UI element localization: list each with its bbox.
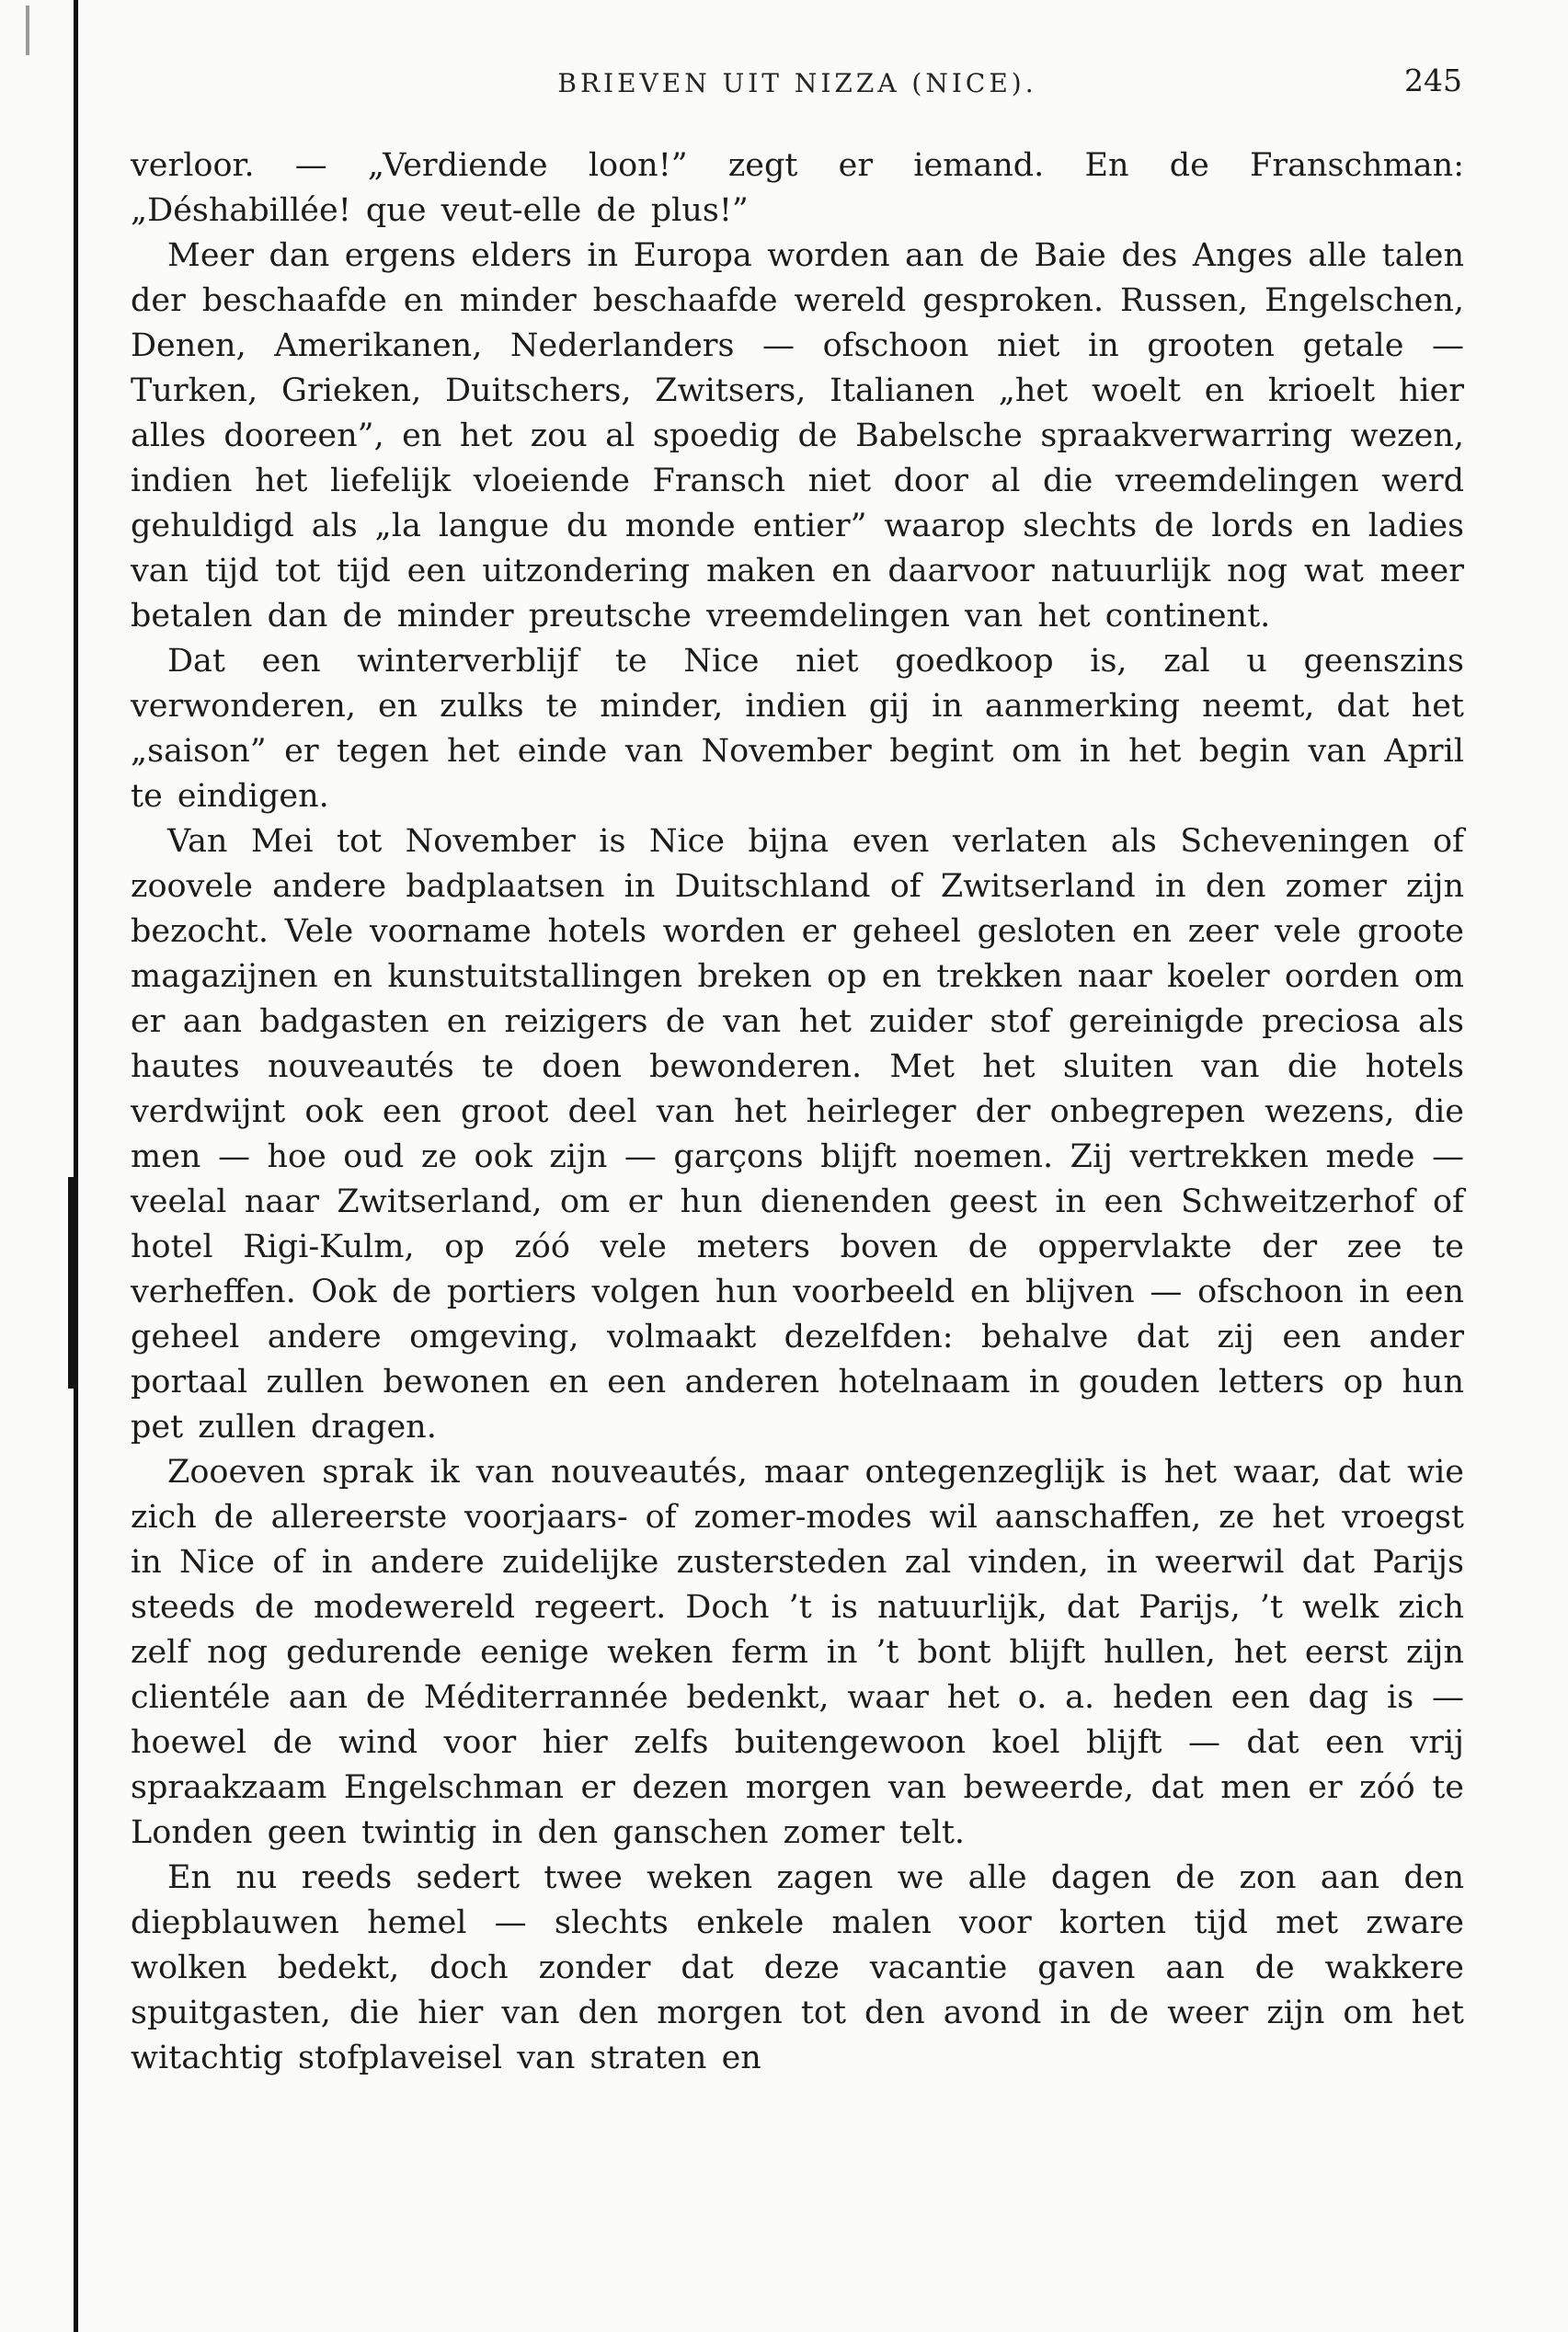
scan-edge-mark [68, 1177, 78, 1389]
paragraph: Van Mei tot November is Nice bijna even verlaten als Scheveningen of zoovele andere badplaatsen in Duitschland of Zwitserland in den zomer zijn bezocht. Vele voorname hotels worden er geheel gesloten en zeer vele groote magazijnen en kunstuitstallingen breken op en trekken naar koeler oorden om er aan badgasten en reizigers de van het zuider stof gereinigde preciosa als hautes nouveautés te doen bewonderen. Met het sluiten van die hotels verdwijnt ook een groot deel van het heirleger der onbegrepen wezens, die men — hoe oud ze ook zijn — garçons blijft noemen. Zij vertrekken mede — veelal naar Zwitserland, om er hun dienenden geest in een Schweitzerhof of hotel Rigi-Kulm, op zóó vele meters boven de oppervlakte der zee te verheffen. Ook de portiers volgen hun voorbeeld en blijven — ofschoon in een geheel andere omgeving, volmaakt dezelfden: behalve dat zij een ander portaal zullen bewonen en een anderen hotelnaam in gouden letters op hun pet zullen dragen. [131, 823, 1464, 1446]
paragraph: Meer dan ergens elders in Europa worden aan de Baie des Anges alle talen der beschaafde en minder beschaafde wereld gesproken. Russen, Engelschen, Denen, Amerikanen, Nederlanders — ofschoon niet in grooten getale — Turken, Grieken, Duitschers, Zwitsers, Italianen „het woelt en krioelt hier alles dooreen”, en het zou al spoedig de Babelsche spraakverwarring wezen, indien het liefelijk vloeiende Fransch niet door al die vreemdelingen werd gehuldigd als „la langue du monde entier” waarop slechts de lords en ladies van tijd tot tijd een uitzondering maken en daarvoor natuurlijk nog wat meer betalen dan de minder preutsche vreemdelingen van het continent. [131, 237, 1464, 634]
paragraph-continuation: verloor. — „Verdiende loon!” zegt er iemand. En de Franschman: „Déshabillée! que veut-elle de plus!” [131, 147, 1464, 229]
scan-edge-mark [26, 6, 29, 55]
page-body [131, 143, 1464, 2081]
scan-edge-line [74, 0, 78, 2332]
running-title: BRIEVEN UIT NIZZA (NICE). [557, 68, 1037, 98]
page-header [131, 63, 1464, 112]
paragraph: Zooeven sprak ik van nouveautés, maar ontegenzeglijk is het waar, dat wie zich de allereerste voorjaars- of zomer-modes wil aanschaffen, ze het vroegst in Nice of in andere zuidelijke zustersteden zal vinden, in weerwil dat Parijs steeds de modewereld regeert. Doch ’t is natuurlijk, dat Parijs, ’t welk zich zelf nog gedurende eenige weken ferm in ’t bont blijft hullen, het eerst zijn clientéle aan de Méditerrannée bedenkt, waar het o. a. heden een dag is — hoewel de wind voor hier zelfs buitengewoon koel blijft — dat een vrij spraakzaam Engelschman er dezen morgen van beweerde, dat men er zóó te Londen geen twintig in den ganschen zomer telt. [131, 1454, 1464, 1851]
paragraph: En nu reeds sedert twee weken zagen we alle dagen de zon aan den diepblauwen hemel — slechts enkele malen voor korten tijd met zware wolken bedekt, doch zonder dat deze vacantie gaven aan de wakkere spuitgasten, die hier van den morgen tot den avond in de weer zijn om het witachtig stofplaveisel van straten en [131, 1859, 1464, 2076]
paragraph: Dat een winterverblijf te Nice niet goedkoop is, zal u geenszins verwonderen, en zulks te minder, indien gij in aanmerking neemt, dat het „saison” er tegen het einde van November begint om in het begin van April te eindigen. [131, 643, 1464, 815]
page-content [131, 63, 1464, 2081]
page-number: 245 [1404, 63, 1462, 98]
